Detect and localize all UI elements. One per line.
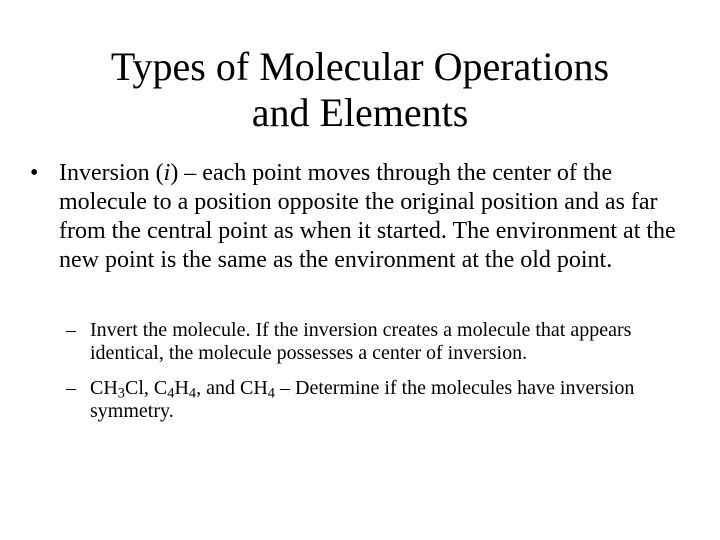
bullet-prefix: Inversion (	[59, 160, 164, 186]
subbullet-invert	[66, 319, 706, 365]
molecule-ch4: $CH_4$	[240, 377, 275, 402]
molecule-c4h4: $C_4H_4$, and	[153, 377, 240, 402]
inversion-symbol: i	[163, 160, 171, 186]
subbullet-text: Invert the molecule. If the inversion creates a molecule that appears identical, the molecule possesses a center of inversion.	[90, 319, 632, 364]
bullet-text	[59, 159, 700, 275]
bullet-marker: •	[30, 160, 39, 186]
subbullet-rest: – Determine if the molecules have inversion symmetry.	[90, 377, 635, 422]
subbullet-text	[90, 377, 706, 423]
molecule-ch3cl: $CH_3Cl$,	[90, 377, 154, 402]
slide-title	[0, 44, 720, 136]
bullet-inversion	[30, 159, 700, 275]
bullet-rest: ) – each point moves through the center of the molecule to a position opposite the original position and as far from the central point as when it started. The environment at the new point is the same as the environment at the old point.	[59, 160, 676, 273]
title-line-1: Types of Molecular Operations	[110, 44, 610, 89]
subbullet-marker: –	[66, 319, 76, 341]
subbullet-molecules	[66, 377, 706, 423]
subbullet-marker: –	[66, 377, 76, 399]
title-line-2: and Elements	[251, 90, 469, 135]
